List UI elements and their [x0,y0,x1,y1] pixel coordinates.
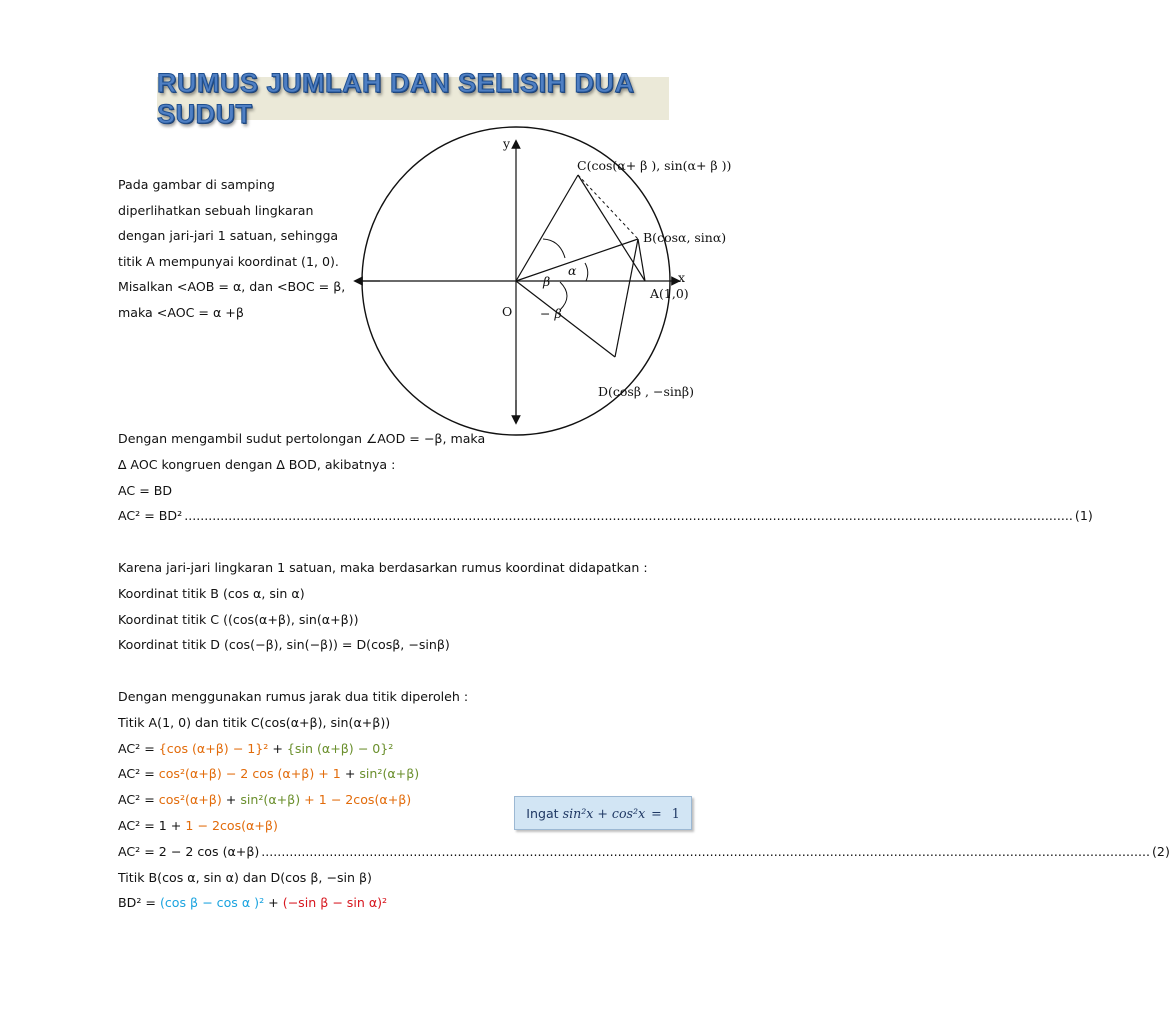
text-line: Koordinat titik C ((cos(α+β), sin(α+β)) [118,611,359,627]
equation-lhs: BD² = [118,895,160,911]
equation-lhs: AC² = [118,740,159,756]
equation-number: (1) [1074,508,1093,524]
equation-line [118,761,698,787]
equation-line [118,890,698,916]
plus-sign: + [221,792,241,808]
plus-sign: + [268,740,287,756]
orange-term: cos²(α+β) [158,792,222,808]
dot-leader: .............................................................................................................................................................................................................................. [184,508,1073,524]
page-title: RUMUS JUMLAH DAN SELISIH DUA SUDUT [157,67,634,129]
radius-od [516,281,615,357]
angle-beta-label: β [543,274,551,289]
text-line: Dengan menggunakan rumus jarak dua titik diperoleh : [118,688,469,704]
axis-y-label: y [503,136,511,151]
reminder-formula-rhs: 1 [671,805,680,821]
title-banner [157,67,669,129]
text-line: AC = BD [118,482,173,498]
equation-text: AC² = BD² [118,508,183,524]
point-b-label: B(cosα, sinα) [643,230,727,245]
unit-circle-figure [355,130,755,430]
text-line: Karena jari-jari lingkaran 1 satuan, maka berdasarkan rumus koordinat didapatkan : [118,559,648,575]
text-line: ∆ AOC kongruen dengan ∆ BOD, akibatnya : [118,456,396,472]
intro-line: dengan jari-jari 1 satuan, sehingga [118,228,339,244]
derivation-body [118,426,1170,916]
orange-term: 1 − 2cos(α+β) [185,817,278,833]
equation-number: (2) [1152,843,1170,859]
reminder-formula-eq: = [651,805,662,821]
intro-line: Misalkan <AOB = α, dan <BOC = β, [118,279,346,295]
intro-line: Pada gambar di samping [118,177,275,192]
intro-line: diperlihatkan sebuah lingkaran [118,202,314,218]
orange-term: cos²(α+β) − 2 cos (α+β) + 1 [158,766,341,782]
intro-line: titik A mempunyai koordinat (1, 0). [118,253,339,269]
angle-neg-beta-label: − β [540,306,562,321]
text-line: Koordinat titik B (cos α, sin α) [118,585,305,601]
orange-term: + 1 − 2cos(α+β) [300,792,412,808]
text-line: Titik B(cos α, sin α) dan D(cos β, −sin β) [118,869,372,885]
dot-leader: .............................................................................................................................................................................................................................. [261,843,1151,859]
reminder-label: Ingat [526,805,559,821]
text-line: Titik A(1, 0) dan titik C(cos(α+β), sin(α+β)) [118,714,391,730]
equation-lhs: AC² = [118,766,159,782]
equation-line-2 [118,839,1170,865]
point-a-label: A(1,0) [650,286,689,301]
segment-ac [578,175,645,281]
text-line: Koordinat titik D (cos(−β), sin(−β)) = D(cosβ, −sinβ) [118,637,450,653]
axis-x-label: x [678,270,686,285]
angle-arc-alpha [585,263,588,281]
segment-bd [615,239,638,357]
equation-text: AC² = 2 − 2 cos (α+β) [118,843,260,859]
green-term: sin²(α+β) [359,766,420,782]
red-term: (−sin β − sin α)² [282,895,388,911]
plus-sign: + [264,895,283,911]
equation-line [118,736,698,762]
plus-sign: + [340,766,360,782]
green-term: sin²(α+β) [240,792,301,808]
angle-alpha-label: α [568,263,577,278]
reminder-formula-lhs: sin²x + cos²x [562,805,646,821]
blue-term: (cos β − cos α )² [159,895,265,911]
green-term: {sin (α+β) − 0}² [286,740,394,756]
text-line: Dengan mengambil sudut pertolongan ∠AOD = −β, maka [118,431,486,446]
orange-term: {cos (α+β) − 1}² [158,740,269,756]
intro-line: maka <AOC = α +β [118,304,244,320]
angle-arc-beta [543,239,565,258]
intro-paragraph [118,172,363,326]
point-c-label: C(cos(α+ β ), sin(α+ β )) [577,158,732,173]
point-d-label: D(cosβ , −sinβ) [598,384,695,399]
radius-ob [516,239,638,281]
segment-cb-dashed [578,175,638,239]
equation-lhs: AC² = 1 + [118,817,186,833]
equation-line-1 [118,503,1093,529]
origin-label: O [502,304,513,319]
reminder-box [514,796,692,830]
equation-lhs: AC² = [118,792,159,808]
